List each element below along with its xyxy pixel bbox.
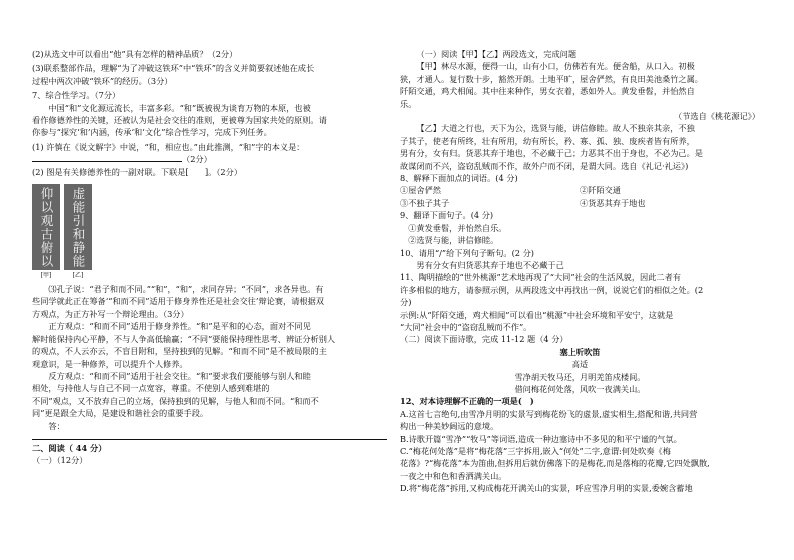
couplet-captions bbox=[32, 272, 387, 280]
question-10-sentence: 男有分女有归货恶其弃于地也不必藏于己 bbox=[416, 259, 564, 270]
word-list-row-2 bbox=[400, 197, 760, 209]
option-a-line-1: A.这首七言绝句,由雪净月明的实景写到梅花纷飞的虚景,虚实相生,搭配和谐,共同营 bbox=[400, 408, 698, 419]
con-view-line-4: 同”更是跟全大局，是建设和谐社会的重要手段。 bbox=[32, 408, 209, 419]
question-10: 10、请用“/”给下列句子断句。(2 分) bbox=[400, 247, 534, 258]
section-2-part-1: （一）（12分） bbox=[32, 455, 88, 466]
translate-1: ①黄发垂髫，并怡然自乐。 bbox=[408, 222, 507, 233]
option-c-line-3: 一夜之中和色和香洒满关山。 bbox=[400, 470, 507, 481]
passage-yi-line-1: 【乙】大道之行也，天下为公，选贤与能，讲信修睦。故人不独亲其亲，不独 bbox=[416, 123, 695, 134]
intro-line-3: 你参与“探究‘和’内涵，传承‘和’文化”综合性学习，完成下列任务。 bbox=[32, 127, 272, 138]
passage-jia-source: （节选自《桃花源记》） bbox=[674, 111, 760, 122]
translate-2: ②选贤与能，讲信修睦。 bbox=[408, 235, 499, 246]
subquestion-3-line-1: ⑶孔子说：“君子和而不同。”“和”，“和”，求同存异；“不同”，求各异也。有 bbox=[48, 284, 324, 295]
option-a-line-2: 构出一种美妙阔远的意境。 bbox=[400, 421, 499, 432]
question-2: (2)从选文中可以看出“他”具有怎样的精神品质？（2分） bbox=[32, 49, 238, 59]
pro-view-line-4: 观意识，是一种修养，可以提升个人修养。 bbox=[32, 358, 188, 369]
subquestion-1-line-2 bbox=[32, 153, 387, 165]
passage-yi-line-4: 故谋闭而不兴，盗窃乱贼而不作，故外户而不闭，是谓大同。选自《礼记·礼运》) bbox=[400, 160, 689, 171]
question-12: 12、对本诗理解不正确的一项是( ) bbox=[400, 396, 534, 407]
example-line-1: 示例:从“阡陌交通，鸡犬相闻”可以看出“桃源”中社会环境和平安宁，这就是 bbox=[400, 309, 674, 320]
poetry-instruction: （二）阅读下面诗歌，完成 11-12 题（4 分） bbox=[400, 334, 568, 345]
word-2: ②阡陌交通 bbox=[580, 185, 621, 196]
passage-jia-line-1: 【甲】林尽水源，便得一山，山有小口，仿佛若有光。便舍船，从口入。初极 bbox=[416, 61, 695, 72]
caption-b: [乙] bbox=[72, 272, 84, 280]
passage-jia-line-3: 阡陌交通，鸡犬相闻。其中往来种作，男女衣着，悉如外人。黄发垂髫，并怡然自 bbox=[400, 86, 695, 97]
question-3-line-1: (3)联系整部作品，理解“为了冲破这铁环”中“铁环”的含义并简要叙述他在成长 bbox=[32, 63, 315, 74]
poem-line-2: 借问梅花何处落，风吹一夜满关山。 bbox=[514, 383, 646, 394]
section-2-heading: 二、阅读（ 44 分） bbox=[32, 442, 107, 453]
word-1: ①屋舍俨然 bbox=[400, 185, 441, 196]
caption-a: [甲] bbox=[40, 272, 52, 280]
word-4: ④货恶其弃于地也 bbox=[580, 197, 646, 208]
subquestion-1-line-1: (1) 许慎在《说文解字》中说，“和，相应也。”由此推测，“和”字的本义是： bbox=[32, 141, 305, 152]
answer-blank[interactable] bbox=[32, 153, 182, 162]
option-b-line-1: B.诗歌开篇“雪净”“牧马”等词语,造成一种边塞诗中不多见的和平宁谧的气氛。 bbox=[400, 433, 682, 444]
question-8: 8、解释下面加点的词语。(4 分) bbox=[400, 173, 518, 184]
con-view-line-3: 不同”观点，又不放弃自己的立场，保持独到的见解，与他人和而不同。“和而不 bbox=[32, 395, 319, 406]
couplet-scroll-a: 仰以观古俯以 bbox=[32, 184, 60, 270]
passage-yi-line-3: 男有分，女有归。货恶其弃于地也，不必藏于己；力恶其不出于身也，不必为己。是 bbox=[400, 148, 703, 159]
pro-view-line-3: 的观点，不人云亦云，不盲目附和，坚持独到的见解。“和而不同”是不被局限的主 bbox=[32, 346, 327, 357]
passage-jia-line-2: 狭，才通人。复行数十步，豁然开朗。土地平旷，屋舍俨然，有良田美池桑竹之属。 bbox=[400, 73, 703, 84]
answer-label: 答： bbox=[48, 420, 65, 431]
reading-instruction: （一）阅读【甲】【乙】两段选文，完成问题 bbox=[416, 49, 577, 59]
option-d-line-1: D.将“梅花落”拆用,又构成梅花开满关山的实景，呼应雪净月明的实景,委婉含蓄地 bbox=[400, 483, 693, 494]
question-7-heading: 7、综合性学习。（7分） bbox=[32, 90, 121, 101]
passage-yi-line-2: 子其子，使老有所终，壮有所用，幼有所长，矜、寡、孤、独、废疾者皆有所养， bbox=[400, 135, 695, 146]
left-column bbox=[32, 48, 387, 467]
option-c-line-2: 花落》?“梅花落”本为笛曲,但拆用后就仿佛落下的是梅花,而是落梅的花瓣,它四处飘散, bbox=[400, 458, 710, 469]
intro-line-1: 中国“和”文化源远流长，丰富多彩。“和”既被视为谈育万物的本原，也被 bbox=[48, 102, 311, 113]
couplet-image bbox=[32, 184, 387, 270]
question-11-line-2: 许多相似的地方，请参照示例，从两段选文中再找出一例，说说它们的相似之处。(2 bbox=[400, 284, 704, 295]
word-3: ③不独子其子 bbox=[400, 197, 450, 208]
subquestion-3-line-2: 些同学就此正在筹备‘“和而不同”适用于修身养性还是社会交往’辩论赛，请根据双 bbox=[32, 296, 324, 307]
answer-line[interactable] bbox=[32, 439, 387, 440]
subquestion-3-line-3: 方观点，为正方补写一个辩论理由。（3分） bbox=[32, 308, 189, 319]
right-column bbox=[400, 48, 760, 495]
poem-title: 塞上听吹笛 bbox=[559, 346, 601, 357]
example-line-2: “大同”社会中的“盗窃乱贼而不作”。 bbox=[400, 321, 532, 332]
question-11-line-3: 分) bbox=[400, 297, 412, 308]
con-view-line-1: 反方观点：“和而不同”适用于社会交往。“和”要求我们要能够与别人和睦 bbox=[48, 370, 311, 381]
passage-jia-line-4: 乐。 bbox=[400, 98, 417, 109]
poem-author: 高适 bbox=[571, 359, 589, 370]
subquestion-1-points: （2分） bbox=[182, 154, 212, 165]
subquestion-2: (2) 图是有关修德养性的一副对联。下联是[ ]。（2分） bbox=[32, 166, 243, 177]
option-c-line-1: C.“梅花何处落”是将“梅花落”三字拆用,嵌入“何处”二字,意谓:何处吹奏《梅 bbox=[400, 446, 671, 456]
pro-view-line-1: 正方观点：“和而不同”适用于修身养性。“和”是平和的心态，面对不同见 bbox=[48, 321, 311, 332]
poem-line-1: 雪净胡天牧马还，月明羌笛戍楼间。 bbox=[514, 371, 646, 382]
word-list-row-1 bbox=[400, 184, 760, 196]
intro-line-2: 看作修德养性的关键，还被认为是社会交往的准则，更被尊为国家共处的原则。请 bbox=[32, 115, 327, 126]
question-11-line-1: 11、陶明描绘的“世外桃源”艺术地再现了“大同”社会的生活风貌，因此二者有 bbox=[400, 272, 681, 283]
con-view-line-2: 相处，与持他人与自己不同一点宽容，尊重。不使别人感到难堪的 bbox=[32, 383, 270, 394]
couplet-scroll-b: 虚能引和静能 bbox=[64, 184, 92, 270]
pro-view-line-2: 解时能保持内心平静，不与人争高低输赢；“不同”要能保持理性思考、辨证分析别人 bbox=[32, 333, 336, 344]
question-9: 9、翻译下面句子。(4 分) bbox=[400, 210, 494, 221]
question-3-line-2: 过程中两次冲破“铁环”的经历。（3分） bbox=[32, 75, 173, 86]
